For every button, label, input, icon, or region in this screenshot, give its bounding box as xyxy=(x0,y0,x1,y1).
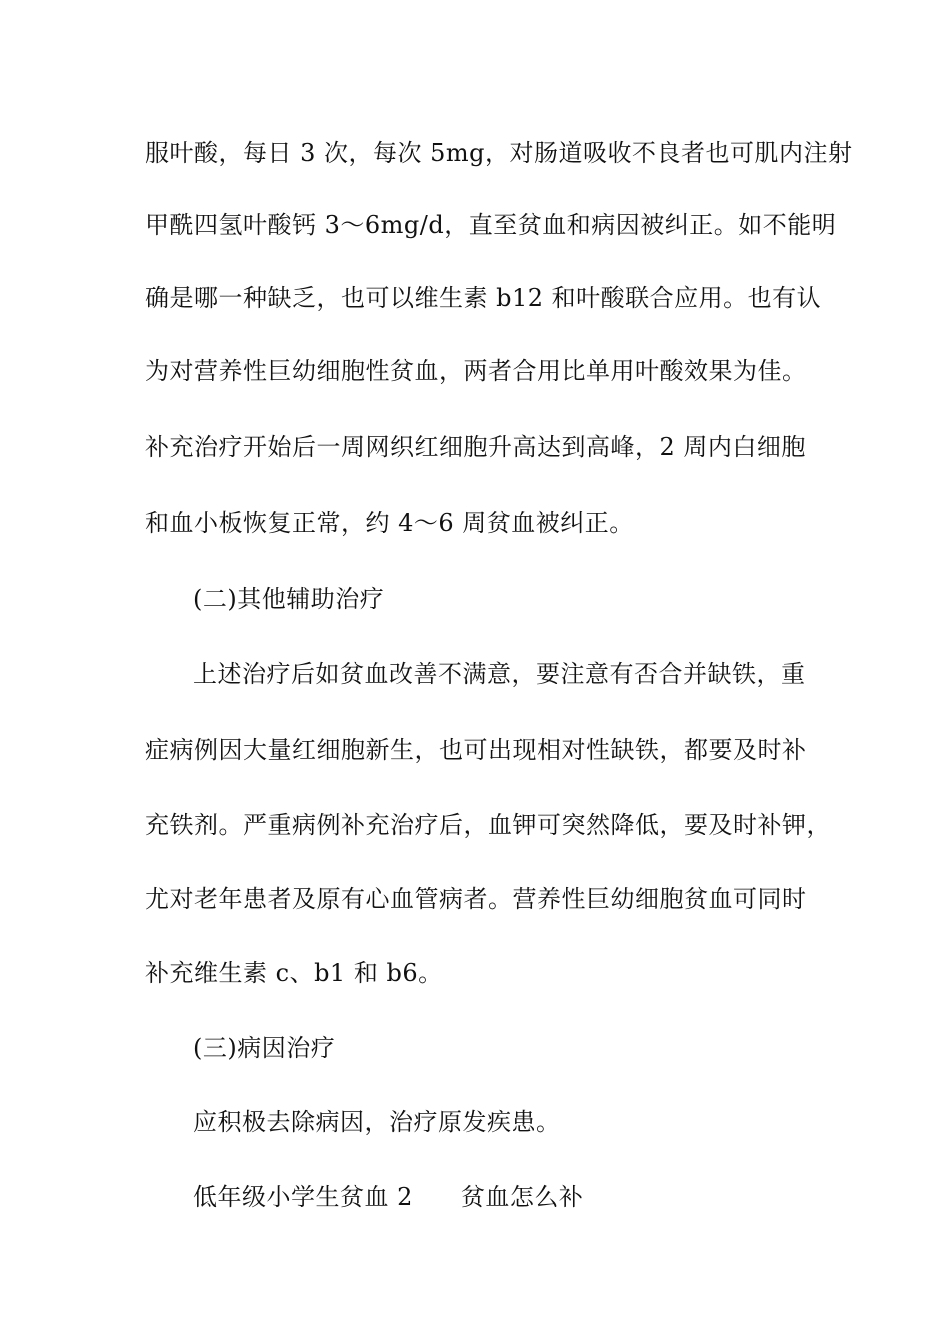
paragraph-line: 充铁剂。严重病例补充治疗后，血钾可突然降低，要及时补钾， xyxy=(145,811,831,839)
paragraph-line: 确是哪一种缺乏，也可以维生素 b12 和叶酸联合应用。也有认 xyxy=(145,284,822,312)
paragraph-line: 和血小板恢复正常，约 4～6 周贫血被纠正。 xyxy=(145,509,634,537)
paragraph-line: 服叶酸，每日 3 次，每次 5mg，对肠道吸收不良者也可肌内注射 xyxy=(145,139,853,167)
paragraph-line: 补充维生素 c、b1 和 b6。 xyxy=(145,959,443,987)
section-heading: (二)其他辅助治疗 xyxy=(193,585,385,613)
next-title-left: 低年级小学生贫血 2 xyxy=(193,1183,413,1211)
paragraph-line: 症病例因大量红细胞新生，也可出现相对性缺铁，都要及时补 xyxy=(145,736,807,764)
paragraph-line: 甲酰四氢叶酸钙 3～6mg/d，直至贫血和病因被纠正。如不能明 xyxy=(145,211,837,239)
paragraph-line: 为对营养性巨幼细胞性贫血，两者合用比单用叶酸效果为佳。 xyxy=(145,357,807,385)
paragraph-line: 应积极去除病因，治疗原发疾患。 xyxy=(193,1108,561,1136)
next-title xyxy=(193,1182,583,1212)
next-title-right: 贫血怎么补 xyxy=(460,1183,584,1211)
section-heading: (三)病因治疗 xyxy=(193,1034,336,1062)
paragraph-line: 补充治疗开始后一周网织红细胞升高达到高峰，2 周内白细胞 xyxy=(145,433,806,461)
paragraph-line: 上述治疗后如贫血改善不满意，要注意有否合并缺铁，重 xyxy=(193,660,806,688)
paragraph-line: 尤对老年患者及原有心血管病者。营养性巨幼细胞贫血可同时 xyxy=(145,885,807,913)
